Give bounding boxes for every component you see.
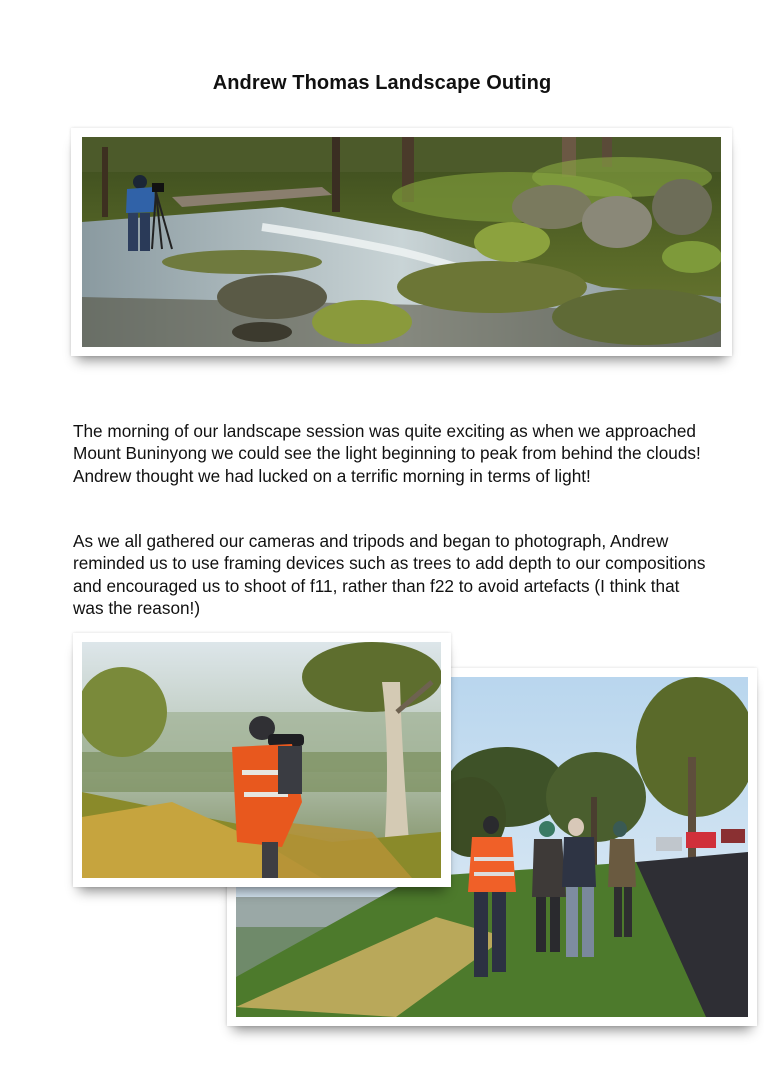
paragraph-morning-light: The morning of our landscape session was quite exciting as when we approached Mount Buninyong we could see the light beginning to peak from behind the clouds! Andrew thought we had lucked on a terrific morning in terms of light! bbox=[73, 421, 701, 486]
photo-frame-hillside bbox=[73, 633, 451, 887]
creek-photo bbox=[82, 137, 721, 347]
page-title bbox=[0, 72, 764, 95]
page-title-text: Andrew Thomas Landscape Outing bbox=[212, 72, 552, 94]
photo-frame-creek bbox=[71, 128, 732, 356]
paragraph-framing-advice: As we all gathered our cameras and tripods and began to photograph, Andrew reminded us to use framing devices such as trees to add depth to our compositions and encouraged us to shoot of f11, rather than f22 to avoid artefacts (I think that was the reason!) bbox=[73, 531, 706, 619]
hillside-photographer-photo bbox=[82, 642, 441, 878]
